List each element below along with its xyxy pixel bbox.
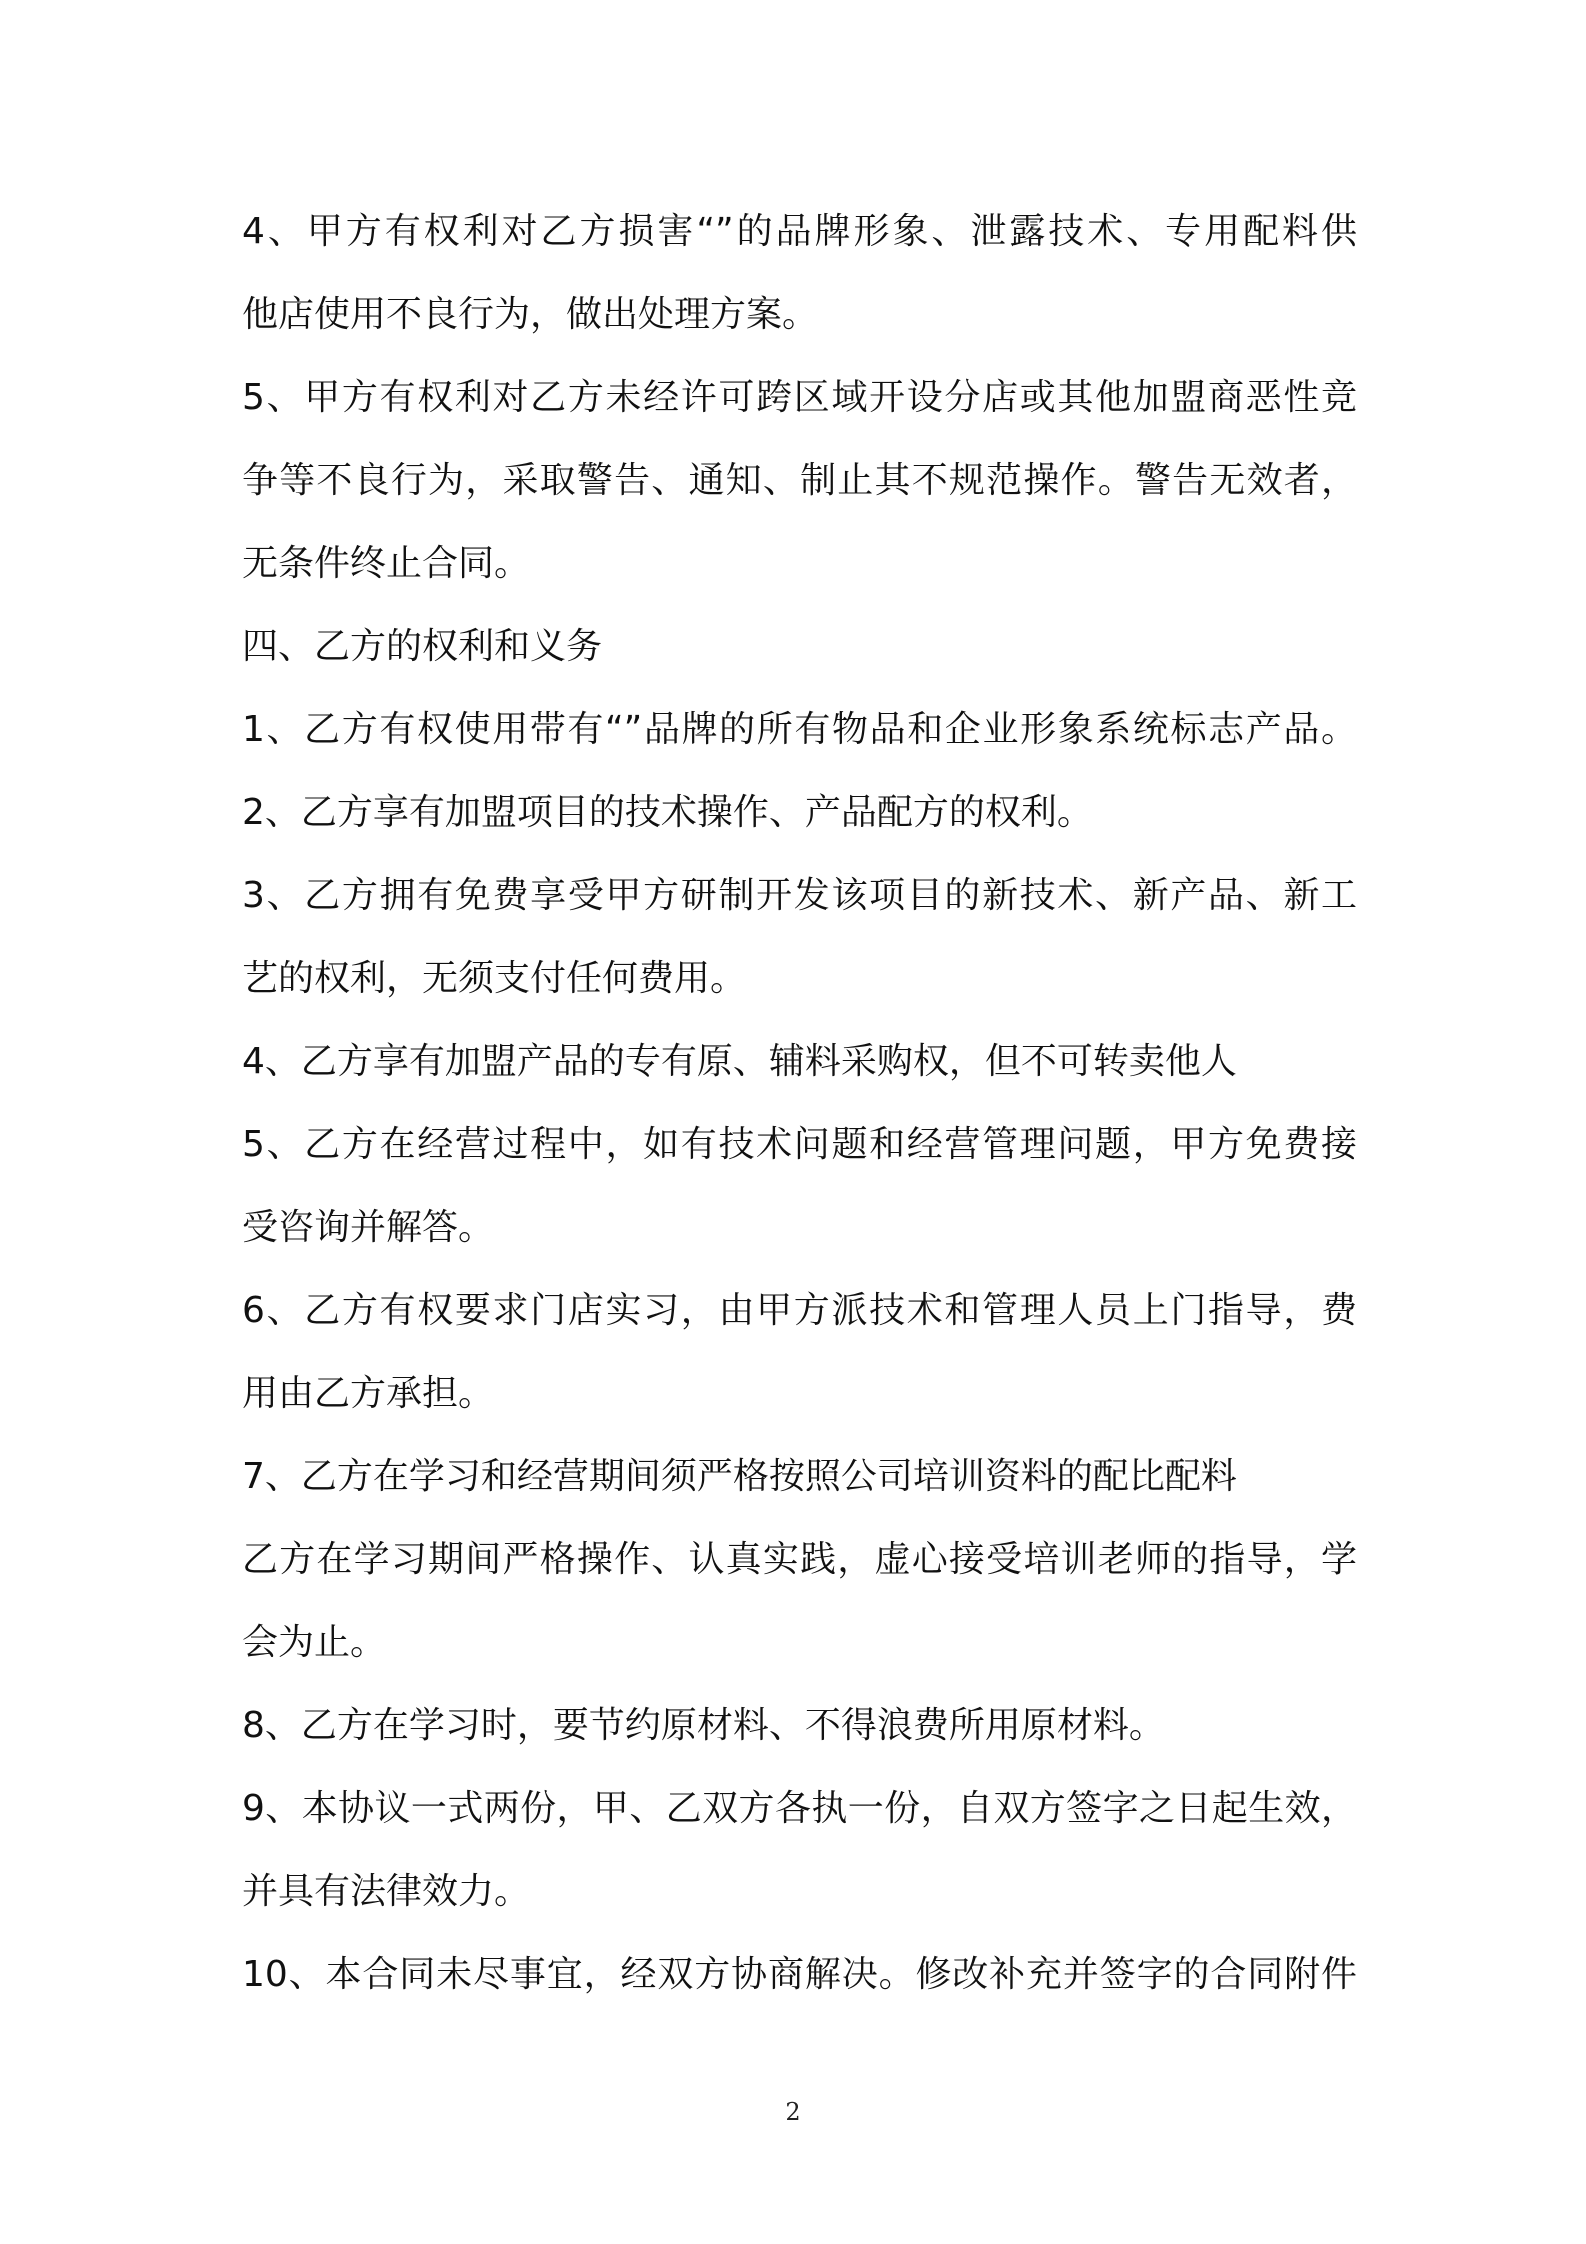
text-line: 争等不良行为，采取警告、通知、制止其不规范操作。警告无效者， (242, 460, 1357, 501)
text-line: 会为止。 (242, 1622, 387, 1663)
page-number: 2 (785, 2098, 801, 2126)
text-line: 乙方在学习期间严格操作、认真实践，虚心接受培训老师的指导，学 (242, 1539, 1357, 1580)
text-line: 4、甲方有权利对乙方损害“”的品牌形象、泄露技术、专用配料供 (242, 211, 1357, 252)
text-line: 3、乙方拥有免费享受甲方研制开发该项目的新技术、新产品、新工 (242, 875, 1357, 916)
text-line: 4、乙方享有加盟产品的专有原、辅料采购权，但不可转卖他人 (242, 1041, 1237, 1082)
text-line: 无条件终止合同。 (242, 543, 531, 584)
text-line: 5、乙方在经营过程中，如有技术问题和经营管理问题，甲方免费接 (242, 1124, 1357, 1165)
text-line: 并具有法律效力。 (242, 1871, 531, 1912)
text-line: 他店使用不良行为，做出处理方案。 (242, 294, 819, 335)
text-line: 1、乙方有权使用带有“”品牌的所有物品和企业形象系统标志产品。 (242, 709, 1357, 750)
text-line: 2、乙方享有加盟项目的技术操作、产品配方的权利。 (242, 792, 1093, 833)
text-line: 8、乙方在学习时，要节约原材料、不得浪费所用原材料。 (242, 1705, 1165, 1746)
text-line: 6、乙方有权要求门店实习，由甲方派技术和管理人员上门指导，费 (242, 1290, 1357, 1331)
text-line: 7、乙方在学习和经营期间须严格按照公司培训资料的配比配料 (242, 1456, 1237, 1497)
text-line: 受咨询并解答。 (242, 1207, 495, 1248)
document-body (242, 190, 1357, 2016)
text-line: 艺的权利，无须支付任何费用。 (242, 958, 747, 999)
section-heading: 四、乙方的权利和义务 (242, 626, 603, 667)
text-line: 10、本合同未尽事宜，经双方协商解决。修改补充并签字的合同附件 (242, 1954, 1357, 1995)
text-line: 5、甲方有权利对乙方未经许可跨区域开设分店或其他加盟商恶性竞 (242, 377, 1357, 418)
text-line: 9、本协议一式两份，甲、乙双方各执一份，自双方签字之日起生效， (242, 1788, 1357, 1829)
text-line: 用由乙方承担。 (242, 1373, 495, 1414)
